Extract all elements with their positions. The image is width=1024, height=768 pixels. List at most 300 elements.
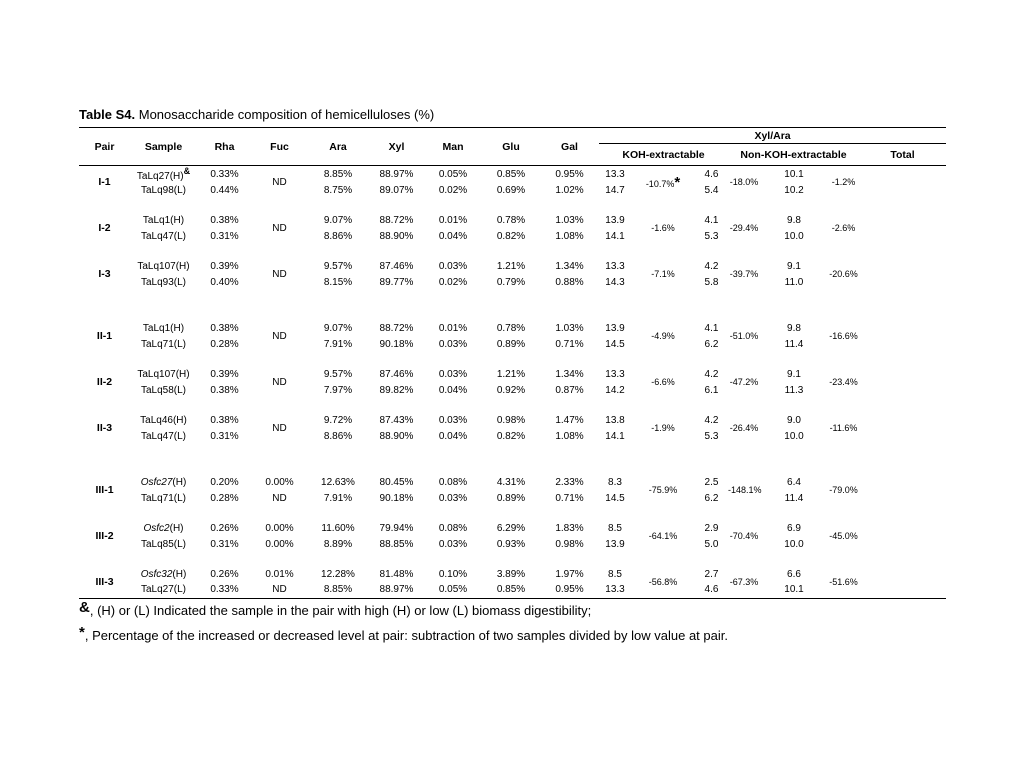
ara-value: 11.60% [321, 522, 355, 534]
header-fuc: Fuc [270, 140, 289, 153]
ara-value: 12.63% [321, 476, 355, 488]
rha-value: 0.26% [210, 522, 239, 534]
sample-cell [130, 320, 197, 336]
pair-id: I-2 [98, 222, 111, 234]
fuc-value: ND [272, 492, 287, 504]
row-spacer [79, 552, 946, 566]
header-gal: Gal [561, 140, 578, 153]
glu-value: 0.92% [496, 384, 526, 396]
rha-value: 0.20% [210, 476, 239, 488]
xyl-value: 88.85% [379, 538, 414, 550]
caption-text: Monosaccharide composition of hemicelluloses (%) [135, 107, 435, 122]
change-pct-value: -16.6% [829, 331, 858, 341]
tot-ratio-value: 11.4 [784, 492, 804, 504]
change-pct-value: -29.4% [729, 223, 759, 233]
sample-name-italic: Osfc27 [140, 476, 173, 488]
rha-value: 0.33% [210, 168, 239, 180]
xyl-value: 87.46% [379, 260, 414, 272]
tot-ratio-value: 10.0 [784, 230, 804, 242]
koh-ratio-value: 13.3 [605, 168, 625, 180]
rha-value: 0.44% [210, 184, 239, 196]
fuc-value: ND [272, 422, 287, 434]
non-ratio-value: 4.6 [704, 584, 719, 596]
header-glu: Glu [502, 140, 520, 153]
change-pct-value: -23.4% [829, 377, 858, 387]
table-row [79, 382, 946, 398]
table-row [79, 366, 946, 382]
ara-value: 9.72% [323, 414, 353, 426]
gal-value: 2.33% [555, 476, 584, 488]
change-pct-value: -4.9% [651, 331, 675, 341]
fuc-value: ND [272, 176, 287, 188]
man-value: 0.03% [438, 414, 468, 426]
sample-cell [130, 166, 197, 183]
footnote-text: , (H) or (L) Indicated the sample in the pair with high (H) or low (L) biomass digestibility; [89, 603, 592, 618]
koh-change-pct [631, 320, 695, 352]
sample-name: TaLq107(H) [137, 368, 190, 380]
row-spacer [79, 506, 946, 520]
gal-value: 1.03% [555, 214, 584, 226]
xyl-value: 90.18% [379, 338, 414, 350]
koh-change-pct [631, 520, 695, 552]
change-pct-value: -45.0% [829, 531, 858, 541]
koh-change-pct [631, 258, 695, 290]
row-spacer [79, 244, 946, 258]
table-row [79, 428, 946, 444]
glu-value: 0.78% [496, 214, 526, 226]
caption-label: Table S4. [79, 107, 136, 122]
spacer-cell [79, 352, 946, 366]
sample-suffix: (H) [169, 522, 184, 534]
xyl-value: 89.07% [379, 184, 414, 196]
non-change-pct [728, 520, 760, 552]
footnote-symbol: * [79, 624, 85, 641]
man-value: 0.04% [438, 430, 468, 442]
pair-id: II-3 [96, 422, 113, 434]
footnote-text: , Percentage of the increased or decreased level at pair: subtraction of two samples divided by low value at pair. [84, 628, 728, 643]
ara-value: 8.86% [323, 230, 353, 242]
gal-value: 1.08% [555, 230, 584, 242]
non-change-pct [728, 412, 760, 444]
header-sample: Sample [144, 140, 183, 153]
sample-cell [130, 566, 197, 582]
sample-cell [130, 412, 197, 428]
pair-id: II-1 [96, 330, 113, 342]
change-pct-value: -56.8% [648, 576, 678, 587]
sample-suffix: (H) [172, 568, 187, 580]
tot-ratio-value: 9.1 [787, 260, 801, 272]
xyl-value: 79.94% [379, 522, 414, 534]
non-ratio-value: 5.3 [704, 230, 719, 242]
tot-ratio-value: 9.8 [787, 322, 801, 334]
spacer-cell [79, 198, 946, 212]
sample-name: TaLq1(H) [142, 214, 185, 226]
sample-cell [130, 336, 197, 352]
pair-id: I-3 [98, 268, 111, 280]
non-change-pct [728, 212, 760, 244]
non-change-pct [728, 320, 760, 352]
sample-cell [130, 582, 197, 598]
non-ratio-value: 5.4 [704, 184, 719, 196]
fuc-value: ND [272, 268, 287, 280]
change-pct-value: -11.6% [829, 423, 858, 433]
non-ratio-value: 5.8 [704, 276, 719, 288]
tot-ratio-value: 9.1 [787, 368, 801, 380]
header-koh: KOH-extractable [622, 148, 705, 161]
ara-value: 7.91% [323, 338, 353, 350]
xyl-value: 88.97% [379, 168, 414, 180]
ara-value: 7.97% [323, 384, 353, 396]
glu-value: 0.89% [496, 338, 526, 350]
footnote-symbol: & [79, 599, 90, 616]
xyl-value: 87.43% [379, 414, 414, 426]
koh-ratio-value: 8.3 [608, 476, 622, 488]
change-pct-value: -148.1% [728, 485, 762, 495]
gal-value: 0.95% [555, 584, 584, 596]
xyl-value: 89.77% [379, 276, 414, 288]
glu-value: 0.85% [496, 584, 526, 596]
koh-ratio-value: 13.9 [605, 538, 625, 550]
sample-cell [130, 520, 197, 536]
koh-ratio-value: 13.9 [605, 322, 625, 334]
man-value: 0.01% [438, 322, 468, 334]
table-row [79, 320, 946, 336]
man-value: 0.03% [438, 538, 468, 550]
row-spacer [79, 444, 946, 474]
tot-change-pct [828, 320, 859, 352]
tot-ratio-value: 10.0 [784, 538, 804, 550]
glu-value: 0.78% [496, 322, 526, 334]
xyl-value: 88.72% [379, 214, 414, 226]
table-row [79, 166, 946, 183]
gal-value: 1.47% [555, 414, 584, 426]
footnote-asterisk [79, 622, 728, 647]
non-ratio-value: 6.2 [704, 338, 719, 350]
ara-value: 9.07% [323, 214, 353, 226]
xyl-value: 81.48% [379, 568, 414, 580]
man-value: 0.04% [438, 384, 468, 396]
rha-value: 0.39% [210, 260, 239, 272]
koh-ratio-value: 14.1 [605, 430, 625, 442]
non-change-pct [728, 258, 760, 290]
sample-suffix: (H) [172, 476, 187, 488]
sample-name: TaLq46(H) [140, 414, 187, 426]
pair-id: III-1 [95, 484, 114, 496]
rha-value: 0.38% [210, 414, 239, 426]
tot-change-pct [828, 212, 859, 244]
sample-name: TaLq47(L) [140, 230, 187, 242]
rha-value: 0.28% [210, 338, 239, 350]
man-value: 0.01% [438, 214, 468, 226]
rha-value: 0.31% [210, 230, 239, 242]
non-ratio-value: 4.6 [704, 168, 719, 180]
header-xylara: Xyl/Ara [599, 128, 946, 144]
glu-value: 0.82% [496, 230, 526, 242]
change-pct-value: -26.4% [729, 423, 759, 433]
gal-value: 1.34% [555, 260, 584, 272]
sample-cell [130, 258, 197, 274]
koh-ratio-value: 8.5 [608, 522, 622, 534]
header-rha: Rha [214, 140, 235, 153]
table-row [79, 412, 946, 428]
tot-ratio-value: 10.2 [784, 184, 804, 196]
table-row [79, 566, 946, 582]
gal-value: 1.83% [555, 522, 584, 534]
man-value: 0.05% [438, 168, 468, 180]
sample-cell [130, 474, 197, 490]
table-row [79, 212, 946, 228]
glu-value: 3.89% [496, 568, 526, 580]
change-pct-value: -67.3% [729, 576, 759, 587]
sample-name: TaLq27(H) [136, 171, 184, 182]
change-pct-value: -7.1% [651, 269, 675, 279]
sample-cell [130, 428, 197, 444]
change-pct-value: -10.7% [645, 178, 675, 189]
fuc-value: ND [272, 222, 287, 234]
non-ratio-value: 2.7 [704, 568, 719, 580]
koh-ratio-value: 14.3 [605, 276, 625, 288]
non-ratio-value: 2.9 [704, 522, 719, 534]
koh-ratio-value: 14.2 [605, 384, 625, 396]
ara-value: 8.89% [323, 538, 353, 550]
table-row [79, 582, 946, 598]
header-xyl: Xyl [388, 140, 405, 153]
tot-change-pct [828, 366, 859, 398]
koh-ratio-value: 14.5 [605, 338, 625, 350]
non-ratio-value: 4.2 [704, 368, 719, 380]
koh-change-pct [631, 166, 695, 199]
pair-id: II-2 [96, 376, 113, 388]
fuc-value: ND [272, 376, 287, 388]
koh-ratio-value: 13.9 [605, 214, 625, 226]
koh-ratio-value: 13.3 [605, 260, 625, 272]
footnote-ampersand [79, 597, 728, 622]
sample-name: TaLq27(L) [140, 584, 187, 596]
sample-cell [130, 490, 197, 506]
ampersand-marker: & [183, 166, 191, 176]
spacer-cell [79, 290, 946, 320]
glu-value: 0.89% [496, 492, 526, 504]
koh-change-pct [631, 212, 695, 244]
gal-value: 0.87% [555, 384, 584, 396]
tot-ratio-value: 11.3 [784, 384, 804, 396]
glu-value: 0.85% [496, 168, 526, 180]
rha-value: 0.28% [210, 492, 239, 504]
xyl-value: 90.18% [379, 492, 414, 504]
man-value: 0.08% [438, 476, 468, 488]
non-ratio-value: 4.1 [704, 322, 719, 334]
glu-value: 1.21% [496, 368, 526, 380]
glu-value: 4.31% [496, 476, 526, 488]
sample-name: TaLq58(L) [140, 384, 187, 396]
xyl-value: 80.45% [379, 476, 414, 488]
glu-value: 0.82% [496, 430, 526, 442]
sample-name: TaLq85(L) [140, 538, 187, 550]
tot-ratio-value: 6.9 [787, 522, 801, 534]
gal-value: 1.03% [555, 322, 584, 334]
man-value: 0.10% [438, 568, 468, 580]
glu-value: 6.29% [496, 522, 526, 534]
table-caption [79, 107, 434, 122]
rha-value: 0.33% [210, 584, 239, 596]
koh-change-pct [631, 474, 695, 506]
row-spacer [79, 198, 946, 212]
xyl-value: 88.97% [379, 584, 414, 596]
change-pct-value: -1.9% [651, 423, 675, 433]
tot-ratio-value: 6.4 [787, 476, 801, 488]
table-footnotes [79, 597, 728, 647]
gal-value: 0.88% [555, 276, 584, 288]
fuc-value: 0.00% [265, 538, 294, 550]
tot-ratio-value: 11.4 [784, 338, 804, 350]
man-value: 0.03% [438, 338, 468, 350]
header-man: Man [442, 140, 464, 153]
fuc-value: ND [272, 584, 287, 596]
sample-name: TaLq71(L) [140, 492, 187, 504]
table-row [79, 182, 946, 198]
sample-cell [130, 366, 197, 382]
non-change-pct [728, 566, 760, 598]
table-row [79, 258, 946, 274]
tot-change-pct [828, 412, 859, 444]
man-value: 0.08% [438, 522, 468, 534]
change-pct-value: -39.7% [729, 269, 759, 279]
koh-change-pct [631, 412, 695, 444]
koh-ratio-value: 13.3 [605, 368, 625, 380]
koh-change-pct [631, 366, 695, 398]
header-total: Total [890, 148, 915, 161]
non-change-pct [728, 366, 760, 398]
ara-value: 8.85% [323, 168, 353, 180]
table-row [79, 490, 946, 506]
asterisk-marker: * [674, 173, 681, 191]
tot-change-pct [828, 474, 859, 506]
non-ratio-value: 5.3 [704, 430, 719, 442]
change-pct-value: -47.2% [729, 377, 759, 387]
man-value: 0.03% [438, 260, 468, 272]
fuc-value: ND [272, 330, 287, 342]
sample-cell [130, 212, 197, 228]
man-value: 0.02% [438, 276, 468, 288]
xyl-value: 89.82% [379, 384, 414, 396]
fuc-value: 0.01% [265, 568, 294, 580]
row-spacer [79, 290, 946, 320]
fuc-value: 0.00% [265, 476, 294, 488]
gal-value: 1.34% [555, 368, 584, 380]
gal-value: 0.71% [555, 492, 584, 504]
glu-value: 1.21% [496, 260, 526, 272]
ara-value: 9.07% [323, 322, 353, 334]
sample-cell [130, 228, 197, 244]
change-pct-value: -75.9% [648, 485, 678, 495]
man-value: 0.03% [438, 368, 468, 380]
table-row [79, 474, 946, 490]
non-ratio-value: 4.1 [704, 214, 719, 226]
tot-ratio-value: 9.0 [787, 414, 801, 426]
rha-value: 0.26% [210, 568, 239, 580]
glu-value: 0.98% [496, 414, 526, 426]
tot-change-pct [828, 566, 859, 598]
rha-value: 0.38% [210, 384, 239, 396]
fuc-value: 0.00% [265, 522, 294, 534]
rha-value: 0.31% [210, 538, 239, 550]
glu-value: 0.69% [496, 184, 526, 196]
pair-id: III-3 [95, 575, 114, 588]
sample-cell [130, 382, 197, 398]
change-pct-value: -51.0% [729, 331, 759, 341]
spacer-cell [79, 552, 946, 566]
non-change-pct [728, 474, 760, 506]
glu-value: 0.93% [496, 538, 526, 550]
row-spacer [79, 352, 946, 366]
sample-name: TaLq47(L) [140, 430, 187, 442]
pair-id: I-1 [98, 176, 111, 188]
koh-ratio-value: 14.7 [605, 184, 625, 196]
spacer-cell [79, 444, 946, 474]
tot-ratio-value: 6.6 [787, 568, 801, 580]
sample-name: TaLq98(L) [140, 184, 187, 196]
change-pct-value: -51.6% [829, 576, 858, 587]
koh-change-pct [631, 566, 695, 598]
tot-change-pct [828, 258, 859, 290]
non-ratio-value: 4.2 [704, 414, 719, 426]
rha-value: 0.40% [210, 276, 239, 288]
spacer-cell [79, 244, 946, 258]
tot-ratio-value: 10.0 [784, 430, 804, 442]
spacer-cell [79, 506, 946, 520]
table-row [79, 520, 946, 536]
man-value: 0.05% [438, 584, 468, 596]
sample-name-italic: Osfc32 [140, 568, 173, 580]
pair-id: III-2 [95, 530, 114, 542]
gal-value: 0.98% [555, 538, 584, 550]
table-row [79, 274, 946, 290]
rha-value: 0.38% [210, 322, 239, 334]
ara-value: 8.85% [323, 584, 353, 596]
change-pct-value: -1.2% [831, 177, 856, 187]
rha-value: 0.38% [210, 214, 239, 226]
sample-name: TaLq107(H) [137, 260, 190, 272]
change-pct-value: -18.0% [729, 177, 759, 187]
change-pct-value: -70.4% [729, 531, 759, 541]
sample-cell [130, 182, 197, 198]
non-ratio-value: 6.2 [704, 492, 719, 504]
xyl-value: 88.90% [379, 230, 414, 242]
tot-ratio-value: 11.0 [784, 276, 804, 288]
non-change-pct [728, 166, 760, 199]
man-value: 0.03% [438, 492, 468, 504]
header-ara: Ara [329, 140, 347, 153]
non-ratio-value: 5.0 [704, 538, 719, 550]
sample-name-italic: Osfc2 [143, 522, 170, 534]
row-spacer [79, 398, 946, 412]
tot-ratio-value: 9.8 [787, 214, 801, 226]
gal-value: 0.95% [555, 168, 584, 180]
koh-ratio-value: 14.1 [605, 230, 625, 242]
monosaccharide-table [79, 127, 946, 599]
koh-ratio-value: 13.8 [605, 414, 625, 426]
sample-name: TaLq71(L) [140, 338, 187, 350]
tot-ratio-value: 10.1 [784, 168, 804, 180]
ara-value: 9.57% [323, 260, 353, 272]
koh-ratio-value: 8.5 [608, 568, 622, 580]
man-value: 0.04% [438, 230, 468, 242]
table-row [79, 536, 946, 552]
table-row [79, 228, 946, 244]
ara-value: 8.15% [323, 276, 353, 288]
xyl-value: 88.72% [379, 322, 414, 334]
change-pct-value: -6.6% [651, 377, 675, 387]
